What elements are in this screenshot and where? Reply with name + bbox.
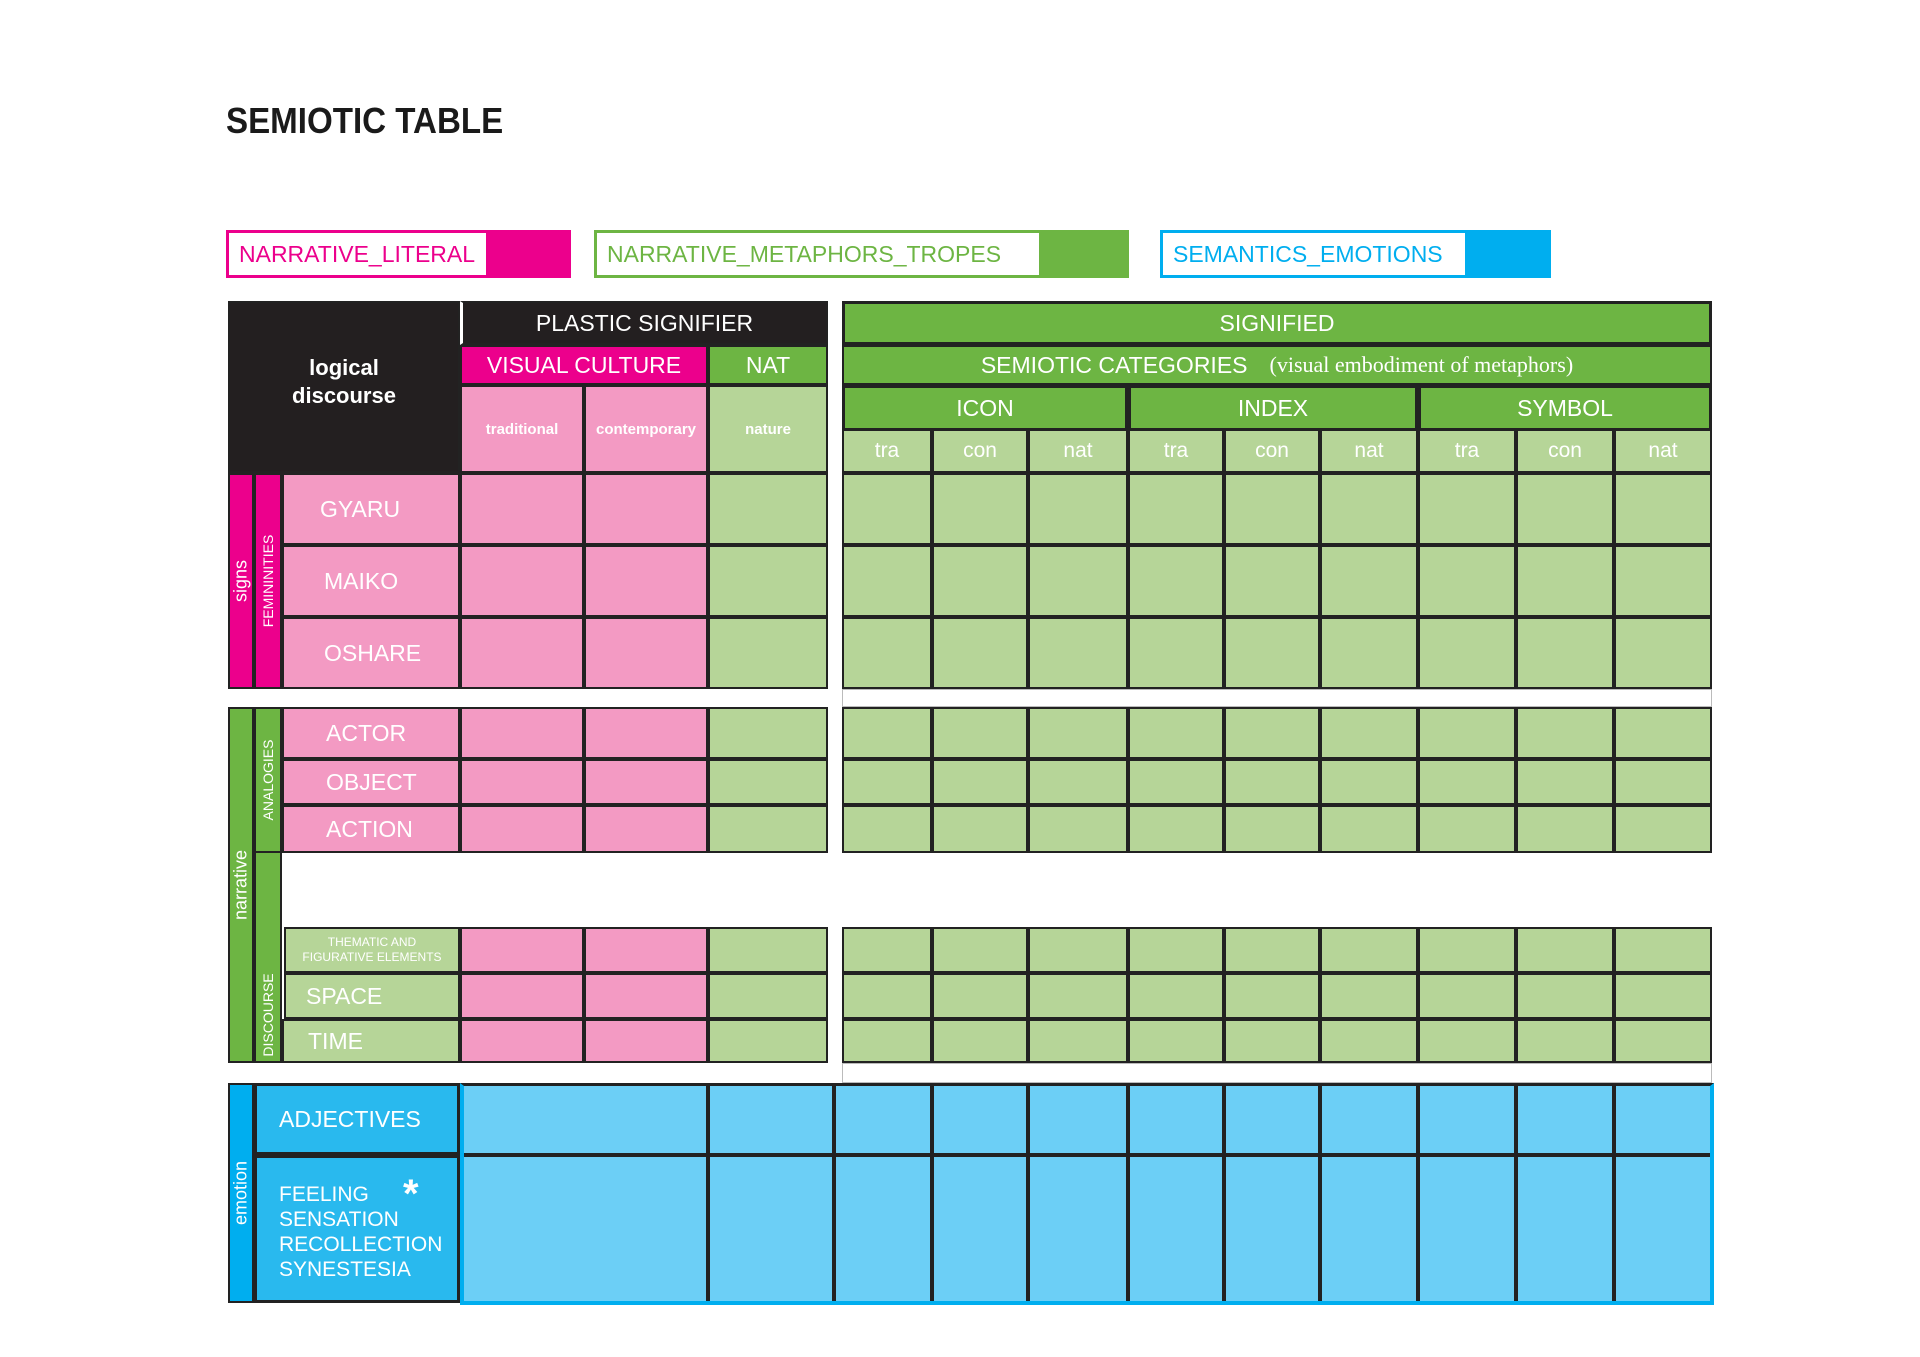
table-cell (842, 927, 932, 973)
table-cell (584, 707, 708, 759)
table-cell (1418, 973, 1516, 1019)
table-cell (460, 759, 584, 805)
legend-label: SEMANTICS_EMOTIONS (1173, 240, 1443, 267)
table-cell (1128, 707, 1224, 759)
table-cell (584, 617, 708, 689)
legend-label: NARRATIVE_METAPHORS_TROPES (607, 240, 1002, 267)
contemporary-label: contemporary (595, 420, 697, 438)
table-cell (1028, 1019, 1128, 1063)
table-cell (584, 973, 708, 1019)
nat-label: NAT (745, 351, 791, 378)
analogies-label: ANALOGIES (260, 739, 276, 821)
table-cell (584, 927, 708, 973)
table-cell (1224, 1019, 1320, 1063)
table-cell (708, 927, 828, 973)
subcolumn-header: con (1516, 431, 1614, 473)
table-cell (708, 759, 828, 805)
table-cell (1614, 545, 1712, 617)
table-cell (932, 927, 1028, 973)
table-cell (1516, 927, 1614, 973)
subcolumn-header: con (1224, 431, 1320, 473)
table-cell (1320, 617, 1418, 689)
signs-group-bar (228, 473, 254, 689)
table-cell (842, 545, 932, 617)
table-cell (584, 759, 708, 805)
table-cell (584, 473, 708, 545)
emotion-frame (460, 1083, 1714, 1305)
table-cell (1516, 473, 1614, 545)
table-cell (1516, 759, 1614, 805)
table-cell (708, 473, 828, 545)
row-label-space (284, 973, 460, 1019)
table-cell (932, 759, 1028, 805)
table-cell (932, 617, 1028, 689)
table-cell (708, 707, 828, 759)
row-text: SPACE (306, 982, 383, 1009)
table-cell (1224, 973, 1320, 1019)
signs-label: signs (230, 559, 251, 603)
table-cell (932, 1019, 1028, 1063)
table-cell (932, 707, 1028, 759)
table-cell (1028, 805, 1128, 853)
table-cell (1224, 927, 1320, 973)
table-cell (1614, 617, 1712, 689)
legend-swatch (1039, 233, 1126, 275)
table-cell (1516, 805, 1614, 853)
traditional-label: traditional (485, 420, 559, 438)
table-cell (1614, 805, 1712, 853)
row-text: TIME (308, 1027, 363, 1054)
subcolumn-header: nat (1028, 431, 1128, 473)
table-cell (1128, 759, 1224, 805)
row-label-maiko (282, 545, 460, 617)
row-label-time (282, 1019, 460, 1063)
table-cell (932, 473, 1028, 545)
icon-label: ICON (956, 394, 1014, 421)
nature-label: nature (745, 420, 791, 438)
row-text: THEMATIC AND FIGURATIVE ELEMENTS (302, 935, 442, 964)
symbol-header (1418, 385, 1712, 431)
table-cell (708, 805, 828, 853)
table-cell (1418, 927, 1516, 973)
row-text: GYARU (320, 495, 401, 522)
table-cell (1320, 973, 1418, 1019)
narrative-group-bar (228, 707, 254, 1063)
table-cell (842, 617, 932, 689)
row-text: MAIKO (324, 567, 399, 594)
table-cell (1128, 927, 1224, 973)
table-cell (1128, 973, 1224, 1019)
traditional-header (460, 385, 584, 473)
table-cell (842, 973, 932, 1019)
subcolumn-header: nat (1320, 431, 1418, 473)
table-cell (1224, 759, 1320, 805)
index-header (1128, 385, 1418, 431)
table-cell (1614, 1019, 1712, 1063)
subcolumn-header: tra (1128, 431, 1224, 473)
table-cell (1128, 545, 1224, 617)
row-label-oshare (282, 617, 460, 689)
visual-culture-label: VISUAL CULTURE (486, 351, 682, 378)
table-cell (932, 805, 1028, 853)
table-cell (584, 805, 708, 853)
row-text: ADJECTIVES (279, 1105, 421, 1132)
table-cell (1614, 927, 1712, 973)
row-label-adjectives (254, 1083, 460, 1155)
plastic-signifier-label: PLASTIC SIGNIFIER (535, 309, 754, 336)
legend-swatch (486, 233, 568, 275)
contemporary-header (584, 385, 708, 473)
table-cell (842, 1019, 932, 1063)
row-label-thematic (284, 927, 460, 973)
table-cell (842, 707, 932, 759)
table-cell (1224, 707, 1320, 759)
analogies-group-bar (254, 707, 282, 853)
table-cell (1516, 1019, 1614, 1063)
table-cell (1028, 473, 1128, 545)
femininities-label: FEMININITIES (260, 534, 276, 628)
table-cell (1224, 473, 1320, 545)
discourse-label: DISCOURSE (260, 973, 276, 1057)
table-cell (1028, 927, 1128, 973)
table-cell (1320, 545, 1418, 617)
table-cell (1516, 617, 1614, 689)
emotion-label: emotion (230, 1160, 251, 1226)
table-cell (460, 617, 584, 689)
legend-swatch (1465, 233, 1548, 275)
table-cell (932, 545, 1028, 617)
emotion-group-bar (228, 1083, 254, 1303)
row-text: ACTION (326, 815, 413, 842)
table-cell (1128, 473, 1224, 545)
semiotic-note: (visual embodiment of metaphors) (1269, 352, 1574, 377)
table-cell (584, 1019, 708, 1063)
table-cell (1418, 759, 1516, 805)
logical-discourse-header (228, 301, 460, 473)
table-cell (1320, 759, 1418, 805)
legend-narrative-metaphors (594, 230, 1129, 278)
table-cell (1028, 707, 1128, 759)
row-text: OSHARE (324, 639, 422, 666)
femininities-group-bar (254, 473, 282, 689)
table-cell (460, 805, 584, 853)
table-cell (1418, 805, 1516, 853)
table-cell (1516, 707, 1614, 759)
table-cell (708, 1019, 828, 1063)
asterisk-icon: * (403, 1172, 419, 1216)
signified-header (842, 301, 1712, 345)
semiotic-categories-label: SEMIOTIC CATEGORIES (980, 351, 1248, 378)
table-cell (1128, 617, 1224, 689)
table-cell (1028, 545, 1128, 617)
table-cell (1320, 1019, 1418, 1063)
legend-semantics-emotions (1160, 230, 1551, 278)
table-cell (842, 473, 932, 545)
narrative-label: narrative (230, 849, 251, 921)
index-label: INDEX (1237, 394, 1309, 421)
logical-discourse-label: logical discourse (292, 355, 396, 408)
table-cell (1320, 707, 1418, 759)
table-cell (1224, 805, 1320, 853)
row-label-object (282, 759, 460, 805)
table-cell (460, 927, 584, 973)
legend-label: NARRATIVE_LITERAL (239, 240, 476, 267)
table-cell (842, 805, 932, 853)
table-cell (1128, 1019, 1224, 1063)
table-cell (1418, 617, 1516, 689)
table-cell (1418, 1019, 1516, 1063)
visual-culture-header (460, 345, 708, 385)
table-cell (708, 545, 828, 617)
table-cell (460, 707, 584, 759)
subcolumn-header: tra (842, 431, 932, 473)
table-cell (1128, 805, 1224, 853)
table-cell (460, 545, 584, 617)
row-label-action (282, 805, 460, 853)
section-divider (842, 1063, 1712, 1083)
table-cell (1028, 759, 1128, 805)
row-label-gyaru (282, 473, 460, 545)
table-cell (1224, 545, 1320, 617)
table-cell (1418, 707, 1516, 759)
row-label-feeling (254, 1155, 460, 1303)
table-cell (1614, 973, 1712, 1019)
section-divider (842, 689, 1712, 707)
table-cell (842, 759, 932, 805)
signified-label: SIGNIFIED (1219, 309, 1335, 336)
icon-header (842, 385, 1128, 431)
subcolumn-header: tra (1418, 431, 1516, 473)
row-label-actor (282, 707, 460, 759)
nature-header (708, 385, 828, 473)
page-title: SEMIOTIC TABLE (226, 100, 504, 141)
row-text: FEELING SENSATION RECOLLECTION SYNESTESIA (279, 1183, 443, 1281)
nat-header (708, 345, 828, 385)
table-cell (1516, 973, 1614, 1019)
table-cell (1614, 759, 1712, 805)
table-cell (584, 545, 708, 617)
table-cell (460, 973, 584, 1019)
table-cell (1614, 707, 1712, 759)
semiotic-categories-header (842, 345, 1712, 385)
row-text: OBJECT (326, 768, 417, 795)
table-cell (1028, 617, 1128, 689)
table-cell (1320, 805, 1418, 853)
table-cell (1418, 545, 1516, 617)
table-cell (708, 973, 828, 1019)
table-cell (1320, 927, 1418, 973)
table-cell (1614, 473, 1712, 545)
table-cell (1418, 473, 1516, 545)
table-cell (460, 1019, 584, 1063)
table-cell (932, 973, 1028, 1019)
legend-narrative-literal (226, 230, 571, 278)
table-cell (708, 617, 828, 689)
table-cell (1320, 473, 1418, 545)
table-cell (1224, 617, 1320, 689)
table-cell (1028, 973, 1128, 1019)
symbol-label: SYMBOL (1517, 394, 1613, 421)
row-text: ACTOR (326, 719, 407, 746)
subcolumn-header: con (932, 431, 1028, 473)
table-cell (1516, 545, 1614, 617)
table-cell (460, 473, 584, 545)
subcolumn-header: nat (1614, 431, 1712, 473)
plastic-signifier-header (460, 301, 828, 345)
discourse-group-bar (254, 853, 282, 1063)
